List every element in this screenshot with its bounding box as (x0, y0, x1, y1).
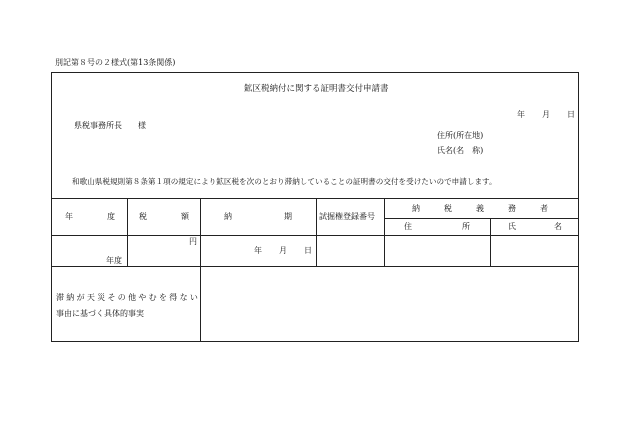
due-date (254, 246, 312, 256)
header-year (65, 212, 115, 222)
col-line-5 (490, 218, 491, 266)
delinquency-reason-line-2: 事由に基づく具体的事実 (56, 309, 144, 318)
col-line-2 (200, 198, 201, 342)
applicant-name-label: 氏名(名 称) (437, 146, 484, 155)
header-taxpayer (412, 204, 548, 214)
header-taxpayer-char-2: 税 (444, 204, 452, 213)
row-bottom-line (51, 266, 579, 267)
note-char: や (138, 293, 147, 302)
col-line-4 (384, 198, 385, 266)
note-char: 天 (86, 293, 95, 302)
header-taxpayer-name (508, 222, 562, 232)
header-taxpayer-char-4: 務 (508, 204, 516, 213)
delinquency-reason-label (56, 290, 198, 322)
col-line-3 (316, 198, 317, 266)
note-char: そ (107, 293, 116, 302)
note-char: 納 (66, 293, 75, 302)
frame-bottom (51, 341, 579, 342)
taxpayer-sub-line (384, 218, 579, 219)
frame-top (51, 72, 579, 73)
header-name-char-2: 名 (554, 222, 562, 231)
table-top-line (51, 198, 579, 199)
note-char: 他 (128, 293, 137, 302)
header-amount-char-1: 税 (139, 212, 147, 221)
header-taxpayer-char-1: 納 (412, 204, 420, 213)
note-char: 得 (169, 293, 178, 302)
header-due (224, 212, 292, 222)
header-amount-char-2: 額 (181, 212, 189, 221)
due-year-label: 年 (254, 246, 262, 255)
header-bottom-line (51, 235, 579, 236)
frame-left (51, 72, 52, 342)
applicant-address-label: 住所(所在地) (437, 131, 484, 140)
header-taxpayer-char-5: 者 (540, 204, 548, 213)
header-name-char-1: 氏 (508, 222, 516, 231)
note-char: む (148, 293, 157, 302)
header-year-char-1: 年 (65, 212, 73, 221)
note-char: が (76, 293, 85, 302)
application-statement: 和歌山県税規則第８条第１項の規定により鉱区税を次のとおり滞納していることの証明書の交付を受けたいので申請します。 (72, 177, 497, 186)
header-taxpayer-address (404, 222, 470, 232)
frame-right (578, 72, 579, 342)
col-line-1 (127, 198, 128, 266)
document-title: 鉱区税納付に関する証明書交付申請書 (244, 84, 389, 94)
amount-yen-unit: 円 (189, 237, 197, 246)
submission-date (517, 110, 575, 120)
due-month-label: 月 (279, 246, 287, 255)
date-day-label: 日 (567, 110, 575, 119)
addressee: 県税事務所長 様 (74, 121, 146, 130)
year-suffix: 年度 (106, 256, 122, 265)
header-year-char-2: 度 (107, 212, 115, 221)
due-day-label: 日 (304, 246, 312, 255)
header-due-char-1: 納 (224, 212, 232, 221)
date-year-label: 年 (517, 110, 525, 119)
delinquency-reason-line-1 (56, 290, 198, 306)
header-address-char-2: 所 (462, 222, 470, 231)
date-month-label: 月 (542, 110, 550, 119)
form-label: 別記第８号の２様式(第13条関係) (55, 58, 176, 67)
header-due-char-2: 期 (284, 212, 292, 221)
header-amount (139, 212, 189, 222)
note-char: 滞 (56, 293, 64, 302)
header-address-char-1: 住 (404, 222, 412, 231)
note-char: い (189, 293, 198, 302)
note-char: の (117, 293, 126, 302)
note-char: な (179, 293, 188, 302)
header-taxpayer-char-3: 義 (476, 204, 484, 213)
note-char: 災 (97, 293, 106, 302)
note-char: を (158, 293, 167, 302)
header-registration-number: 試掘権登録番号 (319, 212, 375, 221)
